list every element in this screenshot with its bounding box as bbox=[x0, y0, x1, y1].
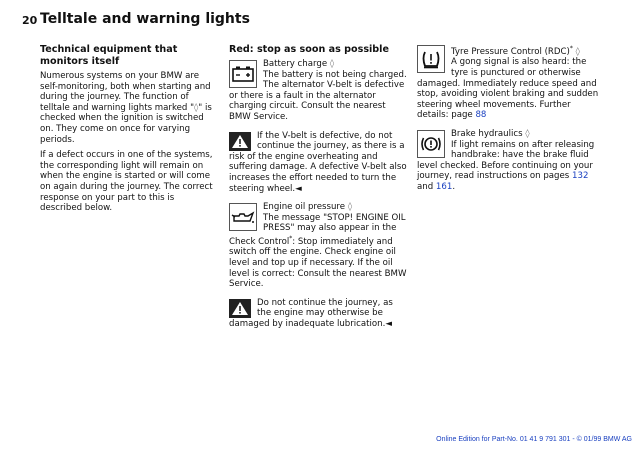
vbelt-warning-text: If the V-belt is defective, do not continue the journey, as there is a risk of the engine overheating and suffering damage. A defective V-belt also increases the effort needed to turn the steering wheel. bbox=[229, 130, 407, 194]
tyre-text-part: A gong signal is also heard: the tyre is punctured or otherwise damaged. Immediately reduce speed and stop, avoiding violent braking and sudden steering wheel movements. Further details: page bbox=[417, 57, 599, 121]
ref-mark: ◊ bbox=[572, 46, 580, 57]
ref-mark: ◊ bbox=[329, 59, 335, 69]
brake-text-part: and bbox=[417, 181, 436, 192]
page-number: 20 bbox=[22, 14, 38, 27]
ref-mark: ◊ bbox=[347, 202, 353, 213]
battery-title: Battery charge bbox=[263, 59, 330, 69]
column-left bbox=[40, 44, 216, 219]
page-link-88[interactable]: 88 bbox=[475, 110, 487, 121]
oil-title: Engine oil pressure bbox=[263, 202, 348, 213]
tyre-block bbox=[417, 44, 600, 121]
column-middle bbox=[229, 44, 409, 338]
ref-mark: ◊ bbox=[525, 129, 530, 140]
ref-mark: ◊ bbox=[194, 102, 199, 113]
warning-triangle-icon bbox=[229, 299, 251, 318]
oil-warning-text: Do not continue the journey, as the engine may otherwise be damaged by inadequate lubrication. bbox=[229, 297, 393, 329]
paragraph-defect: If a defect occurs in one of the systems, the corresponding light will remain on when the engine is started or will come on again during the journey. The correct response on your part to this is described below. bbox=[40, 150, 213, 214]
oil-warning-block bbox=[229, 298, 409, 330]
brake-block bbox=[417, 129, 600, 193]
end-mark: ◄ bbox=[385, 318, 392, 329]
brake-icon bbox=[417, 130, 445, 158]
brake-text-part: . bbox=[452, 181, 456, 192]
page-title: Telltale and warning lights bbox=[40, 11, 250, 27]
oil-text-part: : Stop immediately and switch off the engine. Check engine oil level and top up if necessary. If the oil level is correct: Consult the nearest BMW Service. bbox=[229, 236, 407, 290]
option-star: * bbox=[289, 234, 293, 242]
page-link-132[interactable]: 132 bbox=[572, 171, 589, 182]
footer-edition-note: Online Edition for Part-No. 01 41 9 791 301 - © 01/99 BMW AG bbox=[436, 436, 632, 443]
end-mark: ◄ bbox=[295, 183, 302, 194]
vbelt-warning-block bbox=[229, 131, 409, 195]
oil-text-part: The message "STOP! ENGINE OIL PRESS" may also appear in the Check Control bbox=[229, 212, 406, 247]
warning-triangle-icon bbox=[229, 132, 251, 151]
paragraph-text: " is checked when the ignition is switched on. They come on once for varying periods. bbox=[40, 102, 212, 145]
brake-text-part: If light remains on after releasing handbrake: have the brake fluid level checked. Before continuing on your journey, read instructions on pages bbox=[417, 139, 595, 182]
tyre-pressure-icon bbox=[417, 45, 445, 73]
battery-icon bbox=[229, 60, 257, 88]
section-heading-self-monitoring: Technical equipment that monitors itself bbox=[40, 44, 178, 67]
battery-block bbox=[229, 59, 409, 123]
page-link-161[interactable]: 161 bbox=[435, 181, 453, 192]
column-right bbox=[417, 44, 600, 201]
section-heading-red: Red: stop as soon as possible bbox=[229, 44, 389, 55]
oil-can-icon bbox=[229, 203, 257, 231]
paragraph-intro bbox=[40, 71, 216, 145]
tyre-title: Tyre Pressure Control (RDC) bbox=[451, 46, 570, 57]
brake-title: Brake hydraulics bbox=[451, 129, 526, 140]
battery-text: The battery is not being charged. The alternator V-belt is defective or there is a fault in the alternator charging circuit. Consult the nearest BMW Service. bbox=[229, 69, 407, 122]
paragraph-text: Numerous systems on your BMW are self-monitoring, both when starting and during the journey. The function of telltale and warning lights marked " bbox=[40, 71, 211, 113]
oil-block bbox=[229, 202, 409, 290]
option-star: * bbox=[569, 45, 573, 52]
